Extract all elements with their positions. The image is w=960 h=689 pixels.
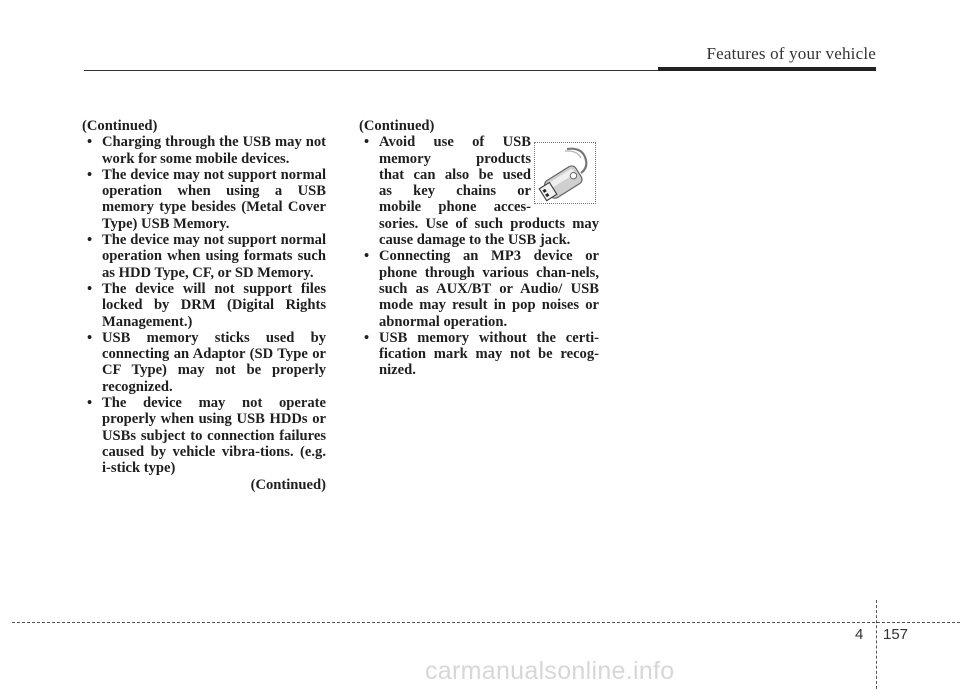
usb-keychain-icon: [534, 142, 596, 204]
text-line: • Avoid use of USB: [379, 134, 531, 151]
section-number: 4: [855, 626, 864, 643]
bullet-item: • The device will not support files locked by DRM (Digital Rights Management.): [82, 281, 326, 330]
text-line: memory products: [379, 150, 531, 167]
continued-label-bottom: (Continued): [250, 476, 326, 493]
left-column: [82, 118, 326, 493]
bullet-item: • USB memory sticks used by connecting an Adaptor (SD Type or CF Type) may not be properly recognized.: [82, 330, 326, 395]
header-title: Features of your vehicle: [706, 44, 876, 63]
watermark: carmanualsonline.info: [425, 657, 675, 685]
footer-divider: [876, 600, 877, 689]
text-line: as key chains or: [379, 183, 531, 200]
text-line: that can also be used: [379, 166, 531, 183]
bullet-item: • Connecting an MP3 device or phone through various chan-nels, such as AUX/BT or Audio/ USB mode may result in pop noises or abnormal operation.: [359, 248, 599, 329]
bullet-item: • The device may not support normal operation when using formats such as HDD Type, CF, or SD Memory.: [82, 232, 326, 281]
left-bullet-list: [82, 134, 326, 476]
page-number: 157: [883, 626, 909, 643]
wrapped-lines: [379, 134, 531, 215]
text-line: mobile phone acces-: [379, 199, 531, 216]
footer-rule: [12, 622, 960, 623]
text-continuation: sories. Use of such products may cause damage to the USB jack.: [379, 215, 599, 249]
bullet-item: • The device may not operate properly when using USB HDDs or USBs subject to connection failures caused by vehicle vibra-tions. (e.g. i-stick type): [82, 395, 326, 476]
header-rule-thick: [658, 67, 876, 71]
bullet-item: • USB memory without the certi-fication mark may not be recog-nized.: [359, 330, 599, 379]
continued-label-top: (Continued): [359, 118, 435, 134]
bullet-item: • The device may not support normal operation when using a USB memory type besides (Metal Cover Type) USB Memory.: [82, 167, 326, 232]
continued-label-top: (Continued): [82, 118, 158, 134]
bullet-item: • Charging through the USB may not work for some mobile devices.: [82, 134, 326, 167]
